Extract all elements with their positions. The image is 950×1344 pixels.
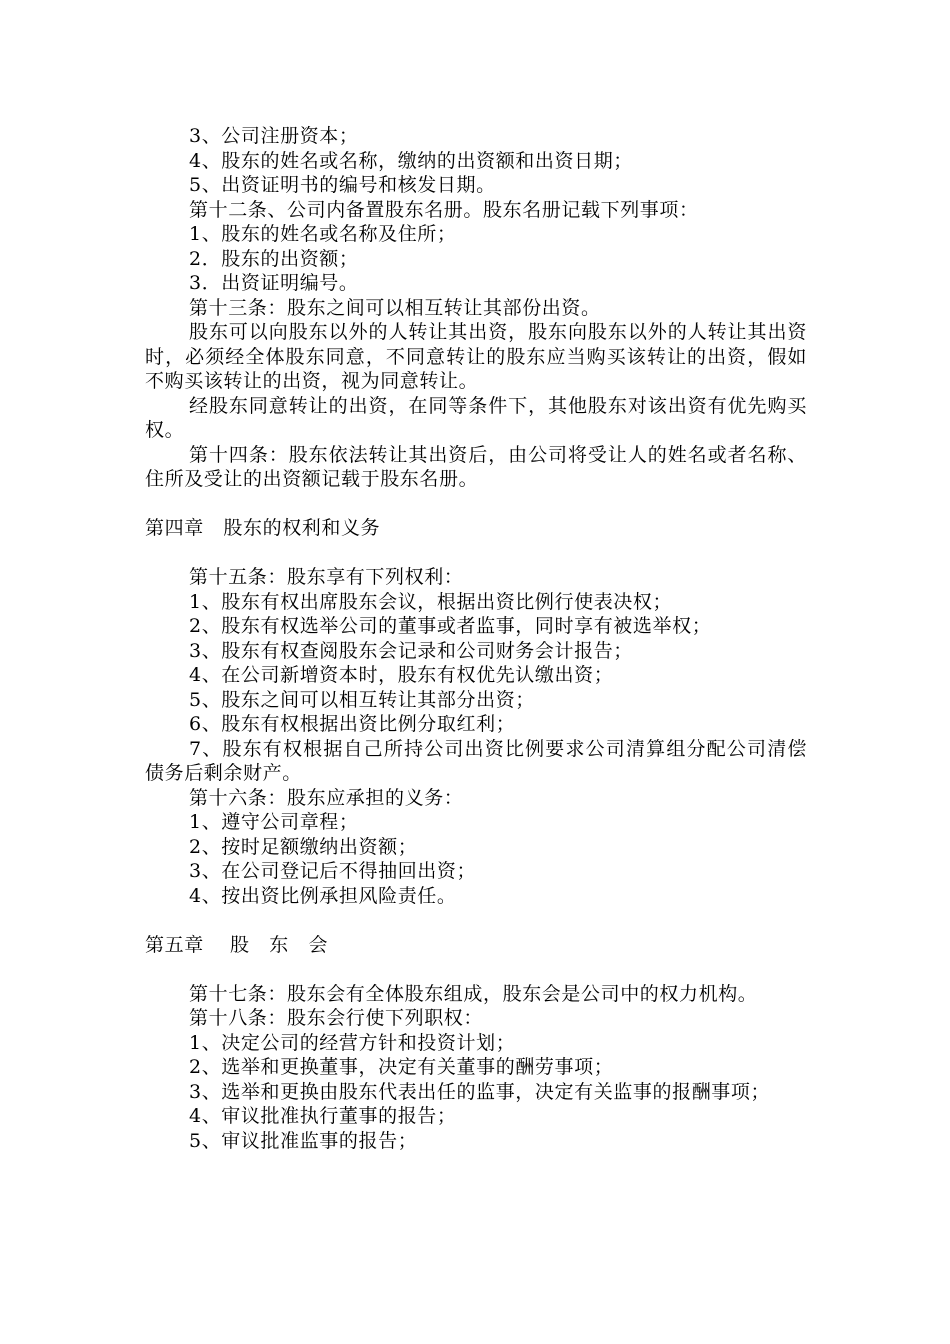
body-paragraph: 股东可以向股东以外的人转让其出资，股东向股东以外的人转让其出资时，必须经全体股东同意，不同意转让的股东应当购买该转让的出资，假如不购买该转让的出资，视为同意转让。 xyxy=(145,321,807,392)
article-paragraph: 第十二条、公司内备置股东名册。股东名册记载下列事项： xyxy=(189,198,699,221)
list-item: 4、在公司新增资本时，股东有权优先认缴出资； xyxy=(189,664,614,686)
list-item: 1、股东的姓名或名称及住所； xyxy=(189,223,457,245)
list-item: 5、审议批准监事的报告； xyxy=(189,1129,418,1152)
list-item: 4、股东的姓名或名称，缴纳的出资额和出资日期； xyxy=(189,149,633,172)
paragraph-gap xyxy=(145,908,807,933)
article-paragraph: 第十七条：股东会有全体股东组成，股东会是公司中的权力机构。 xyxy=(189,982,758,1005)
list-item: 5、股东之间可以相互转让其部分出资； xyxy=(189,688,535,711)
list-item: 3．出资证明编号。 xyxy=(189,272,359,294)
list-item: 4、审议批准执行董事的报告； xyxy=(189,1105,457,1127)
article-paragraph: 第十三条：股东之间可以相互转让其部份出资。 xyxy=(189,296,601,319)
paragraph-gap xyxy=(145,492,807,517)
list-item: 1、股东有权出席股东会议，根据出资比例行使表决权； xyxy=(189,590,673,613)
list-item: 7、股东有权根据自己所持公司出资比例要求公司清算组分配公司清偿债务后剩余财产。 xyxy=(145,737,807,784)
list-item: 3、股东有权查阅股东会记录和公司财务会计报告； xyxy=(189,639,633,662)
list-item: 2．股东的出资额； xyxy=(189,247,359,270)
list-item: 2、选举和更换董事，决定有关董事的酬劳事项； xyxy=(189,1056,614,1078)
article-paragraph: 第十六条：股东应承担的义务： xyxy=(189,786,464,809)
list-item: 1、遵守公司章程； xyxy=(189,811,359,833)
list-item: 3、选举和更换由股东代表出任的监事，决定有关监事的报酬事项； xyxy=(189,1080,771,1103)
body-paragraph: 经股东同意转让的出资，在同等条件下，其他股东对该出资有优先购买权。 xyxy=(145,394,807,441)
list-item: 6、股东有权根据出资比例分取红利； xyxy=(189,713,516,735)
paragraph-gap xyxy=(145,957,807,982)
chapter-heading: 第四章 股东的权利和义务 xyxy=(145,517,381,539)
list-item: 3、公司注册资本； xyxy=(189,125,359,147)
list-item: 2、按时足额缴纳出资额； xyxy=(189,835,418,858)
document-body xyxy=(145,124,807,1153)
article-paragraph: 第十五条：股东享有下列权利： xyxy=(189,566,464,588)
paragraph-gap xyxy=(145,541,807,566)
list-item: 4、按出资比例承担风险责任。 xyxy=(189,884,457,907)
list-item: 3、在公司登记后不得抽回出资； xyxy=(189,860,477,882)
list-item: 2、股东有权选举公司的董事或者监事，同时享有被选举权； xyxy=(189,615,712,637)
chapter-heading: 第五章 股 东 会 xyxy=(145,933,329,956)
list-item: 5、出资证明书的编号和核发日期。 xyxy=(189,174,496,196)
article-paragraph: 第十四条：股东依法转让其出资后，由公司将受让人的姓名或者名称、住所及受让的出资额记载于股东名册。 xyxy=(145,443,807,490)
article-paragraph: 第十八条：股东会行使下列职权： xyxy=(189,1007,484,1029)
list-item: 1、决定公司的经营方针和投资计划； xyxy=(189,1031,516,1054)
